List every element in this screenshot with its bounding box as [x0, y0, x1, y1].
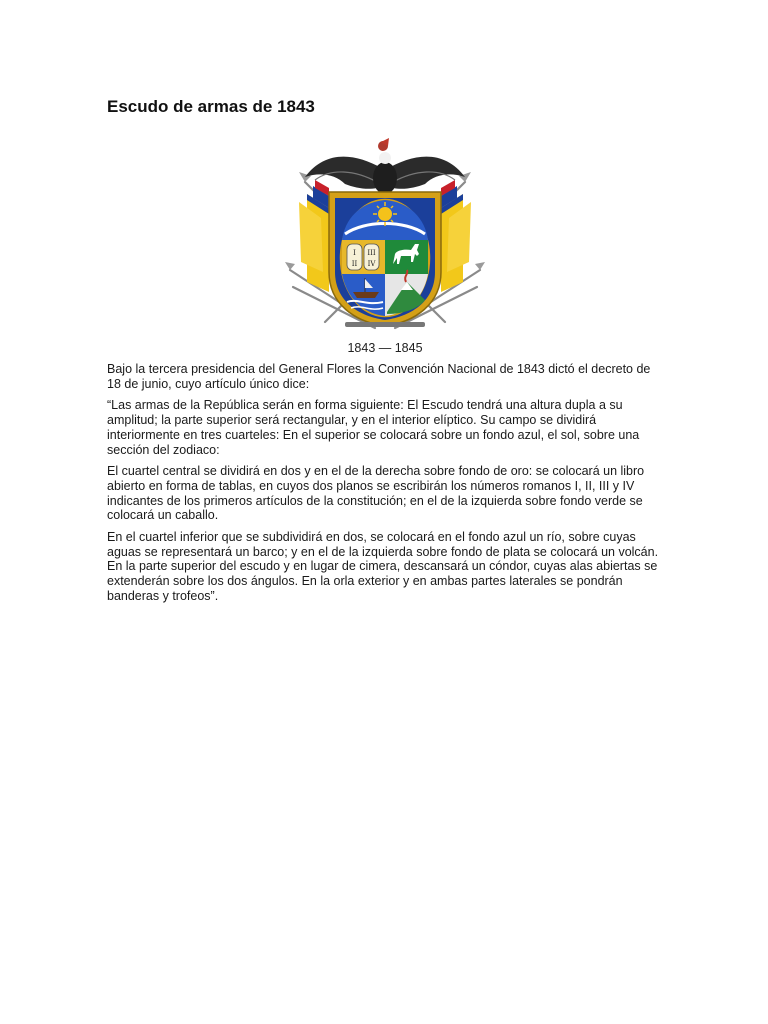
tablet-numeral-1: I — [353, 249, 356, 257]
coat-of-arms-image — [285, 122, 485, 336]
tablet-numeral-3: III — [367, 249, 376, 257]
coat-of-arms-figure — [107, 122, 663, 356]
page-title: Escudo de armas de 1843 — [107, 97, 315, 116]
figure-caption: 1843 — 1845 — [347, 341, 423, 355]
paragraph-quote-3: En el cuartel inferior que se subdividirá en dos, se colocará en el fondo azul un río, sobre cuyas aguas se representará un barco; y en el de la izquierda sobre fondo de plata se colocará un volcán. En la parte superior del escudo y en lugar de cimera, descansará un cóndor, cuyas alas abiertas se extenderán sobre los dos ángulos. En la orla exterior y en ambas partes laterales se pondrán banderas y trofeos”. — [107, 530, 659, 603]
paragraph-quote-2: El cuartel central se dividirá en dos y en el de la derecha sobre fondo de oro: se colocará un libro abierto en forma de tablas, en cuyos dos planos se escribirán los números romanos I, II, III y IV indicantes de los primeros artículos de la constitución; en el de la izquierda sobre fondo verde se colocará un caballo. — [107, 464, 645, 523]
document-page — [107, 96, 663, 611]
tablet-numeral-2: II — [351, 260, 358, 268]
paragraph-quote-1: “Las armas de la República serán en forma siguiente: El Escudo tendrá una altura dupla a su amplitud; la parte superior será rectangular, y en el interior elíptico. Su campo se dividirá interiormente en tres cuarteles: En el superior se colocará sobre un fondo azul, el sol, sobre una sección del zodiaco: — [107, 398, 640, 457]
tablet-numeral-4: IV — [367, 260, 376, 268]
paragraph-intro: Bajo la tercera presidencia del General Flores la Convención Nacional de 1843 dictó el decreto de 18 de junio, cuyo artículo único dice: — [107, 362, 651, 391]
